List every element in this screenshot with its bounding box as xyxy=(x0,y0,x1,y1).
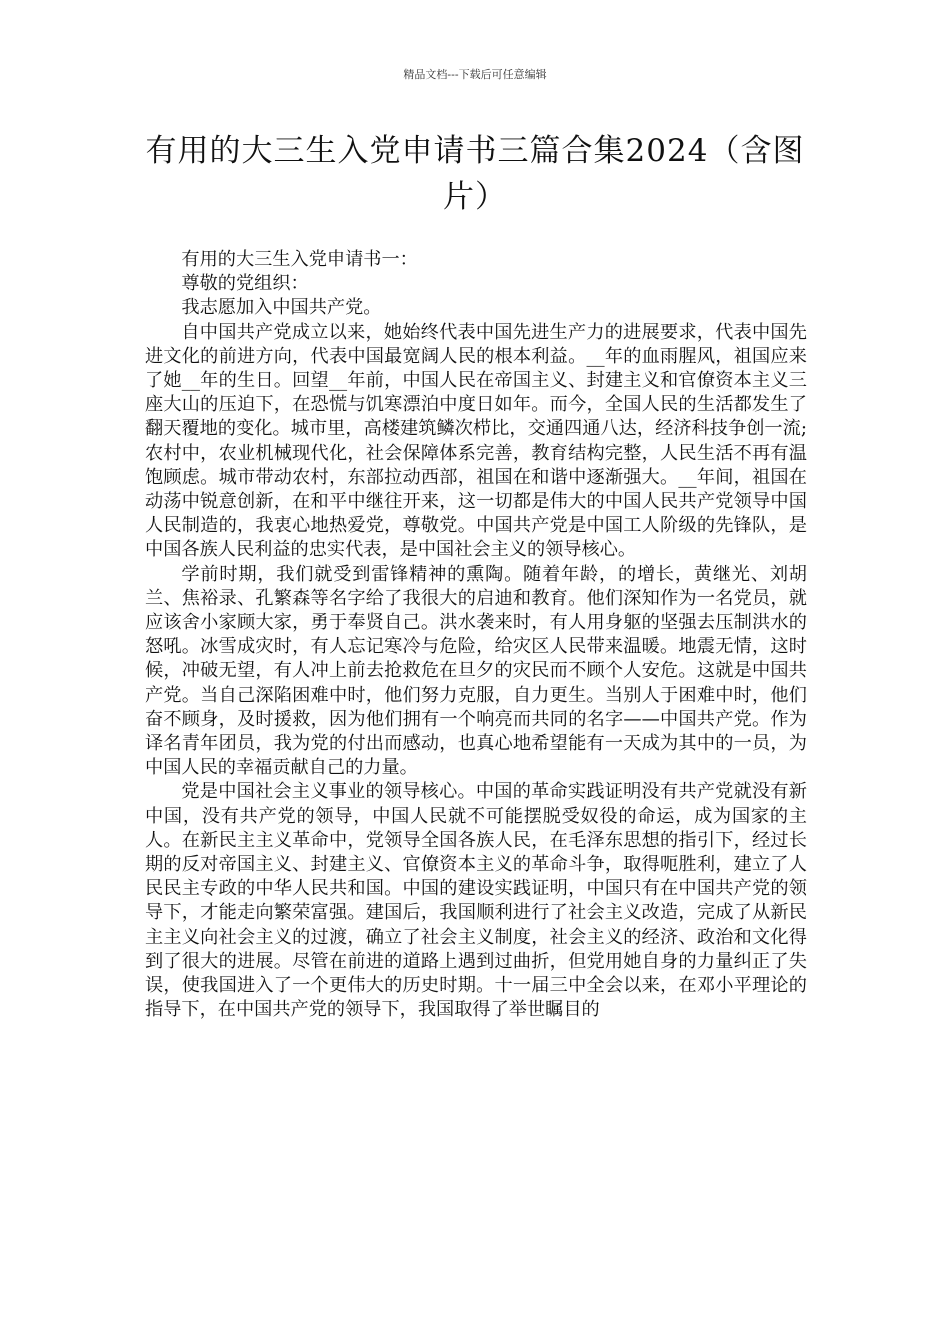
letter-heading: 有用的大三生入党申请书一： xyxy=(181,249,418,270)
document-body xyxy=(145,248,807,1023)
body-paragraph: 党是中国社会主义事业的领导核心。中国的革命实践证明没有共产党就没有新中国，没有共产党的领导，中国人民就不可能摆脱受奴役的命运，成为国家的主人。在新民主主义革命中，党领导全国各族人民，在毛泽东思想的指引下，经过长期的反对帝国主义、封建主义、官僚资本主义的革命斗争，取得呃胜利，建立了人民民主专政的中华人民共和国。中国的建设实践证明，中国只有在中国共产党的领导下，才能走向繁荣富强。建国后，我国顺利进行了社会主义改造，完成了从新民主主义向社会主义的过渡，确立了社会主义制度，社会主义的经济、政治和文化得到了很大的进展。尽管在前进的道路上遇到过曲折，但党用她自身的力量纠正了失误，使我国进入了一个更伟大的历史时期。十一届三中全会以来，在邓小平理论的指导下，在中国共产党的领导下，我国取得了举世瞩目的 xyxy=(145,781,807,1021)
header-note: 精品文档---下载后可任意编辑 xyxy=(403,68,547,81)
declaration-paragraph: 我志愿加入中国共产党。 xyxy=(181,297,382,319)
document-title: 有用的大三生入党申请书三篇合集2024（含图片） xyxy=(145,133,805,215)
body-paragraph: 学前时期，我们就受到雷锋精神的熏陶。随着年龄，的增长，黄继光、刘胡兰、焦裕录、孔繁森等名字给了我很大的启迪和教育。他们深知作为一名党员，就应该舍小家顾大家，勇于奉贤自己。洪水袭来时，有人用身躯的坚强去压制洪水的怒吼。冰雪成灾时，有人忘记寒冷与危险，给灾区人民带来温暖。地震无情，这时候，冲破无望，有人冲上前去抢救危在旦夕的灾民而不顾个人安危。这就是中国共产党。当自己深陷困难中时，他们努力克服，自力更生。当别人于困难中时，他们奋不顾身，及时援救，因为他们拥有一个响亮而共同的名字——中国共产党。作为译名青年团员，我为党的付出而感动，也真心地希望能有一天成为其中的一员，为中国人民的幸福贡献自己的力量。 xyxy=(145,563,807,779)
body-paragraph: 自中国共产党成立以来，她始终代表中国先进生产力的进展要求，代表中国先进文化的前进方向，代表中国最宽阔人民的根本利益。__年的血雨腥风，祖国应来了她__年的生日。回望__年前，中国人民在帝国主义、封建主义和官僚资本主义三座大山的压迫下，在恐慌与饥寒漂泊中度日如年。而今，全国人民的生活都发生了翻天覆地的变化。城市里，高楼建筑鳞次栉比，交通四通八达，经济科技争创一流;农村中，农业机械现代化，社会保障体系完善，教育结构完整，人民生活不再有温饱顾虑。城市带动农村，东部拉动西部，祖国在和谐中逐渐强大。__年间，祖国在动荡中锐意创新，在和平中继往开来，这一切都是伟大的中国人民共产党领导中国人民制造的，我衷心地热爱党，尊敬党。中国共产党是中国工人阶级的先锋队，是中国各族人民利益的忠实代表，是中国社会主义的领导核心。 xyxy=(145,321,807,561)
salutation: 尊敬的党组织： xyxy=(181,273,309,295)
